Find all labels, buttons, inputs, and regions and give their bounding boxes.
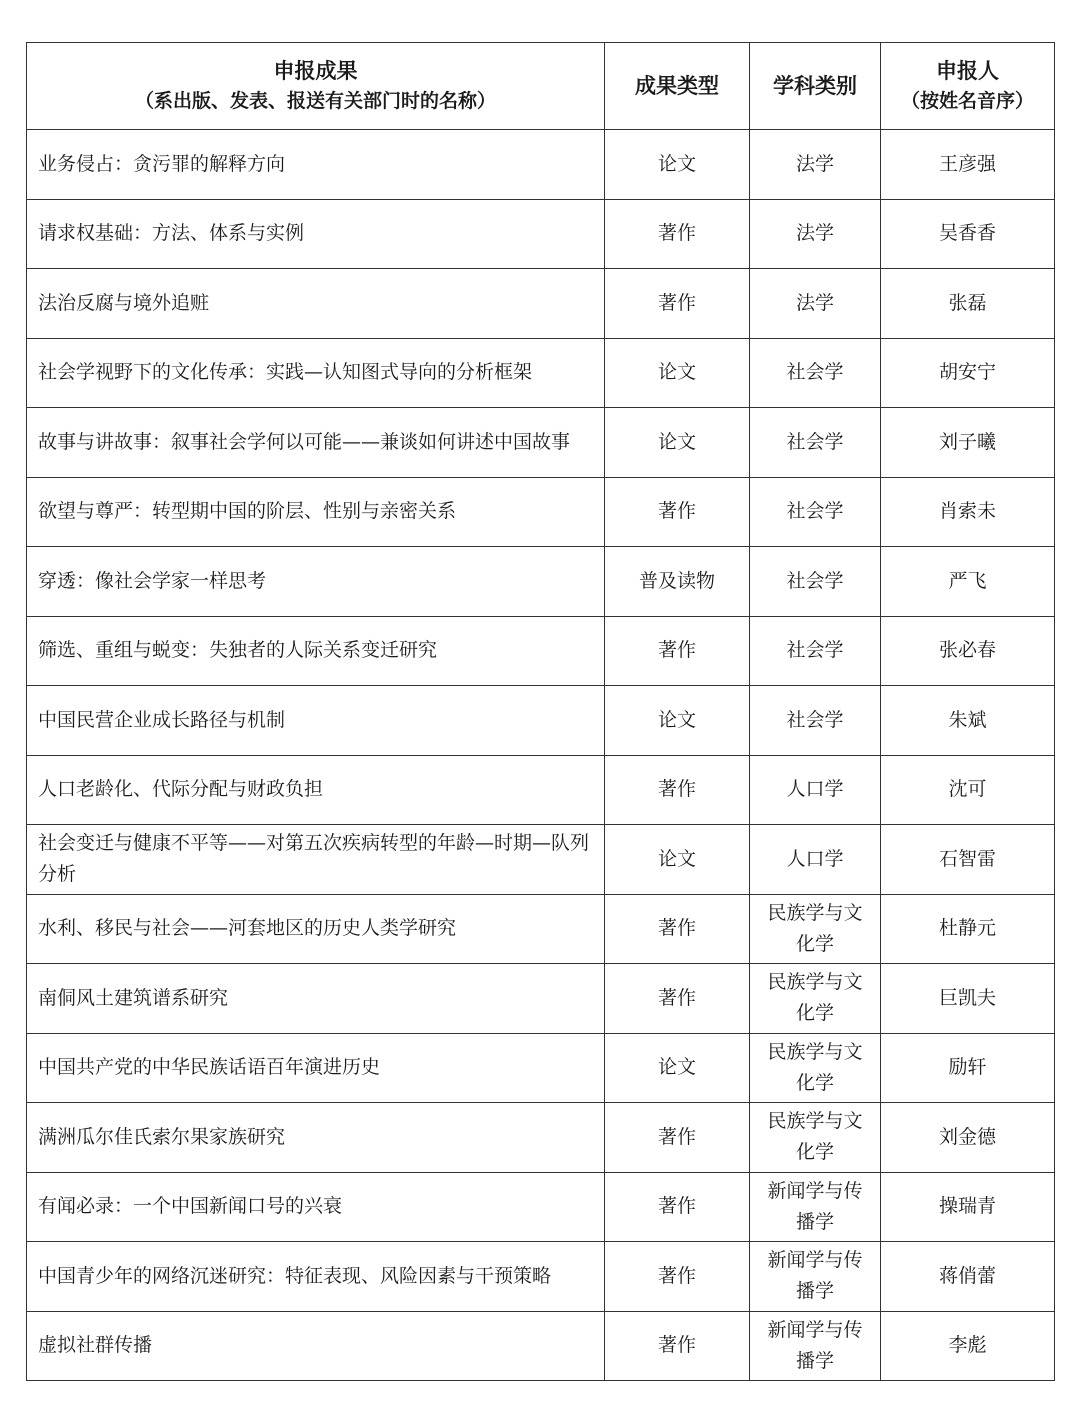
achievement-title-cell: 故事与讲故事：叙事社会学何以可能——兼谈如何讲述中国故事	[27, 408, 605, 478]
awards-table	[26, 42, 1055, 1381]
table-row	[27, 894, 1055, 964]
discipline-cell: 社会学	[750, 338, 881, 408]
table-row	[27, 1242, 1055, 1312]
discipline-cell: 法学	[750, 130, 881, 200]
achievement-type-cell: 著作	[605, 755, 750, 825]
achievement-type-cell: 著作	[605, 199, 750, 269]
achievement-title-cell: 满洲瓜尔佳氏索尔果家族研究	[27, 1103, 605, 1173]
discipline-cell: 法学	[750, 269, 881, 339]
discipline-cell: 社会学	[750, 408, 881, 478]
discipline-cell: 新闻学与传播学	[750, 1172, 881, 1242]
table-row	[27, 616, 1055, 686]
achievement-title-cell: 中国青少年的网络沉迷研究：特征表现、风险因素与干预策略	[27, 1242, 605, 1312]
achievement-title-cell: 中国民营企业成长路径与机制	[27, 686, 605, 756]
achievement-type-cell: 著作	[605, 1242, 750, 1312]
applicant-cell: 李彪	[881, 1311, 1055, 1381]
achievement-title-cell: 穿透：像社会学家一样思考	[27, 547, 605, 617]
applicant-cell: 胡安宁	[881, 338, 1055, 408]
table-row	[27, 755, 1055, 825]
achievement-title-cell: 有闻必录：一个中国新闻口号的兴衰	[27, 1172, 605, 1242]
table-row	[27, 199, 1055, 269]
header-applicant-subtitle: （按姓名音序）	[900, 90, 1034, 112]
table-row	[27, 825, 1055, 895]
header-applicant-title: 申报人	[936, 59, 999, 83]
discipline-cell: 新闻学与传播学	[750, 1242, 881, 1312]
header-achievement-title: 申报成果	[273, 59, 358, 83]
applicant-cell: 蒋俏蕾	[881, 1242, 1055, 1312]
table-row	[27, 686, 1055, 756]
discipline-cell: 法学	[750, 199, 881, 269]
achievement-type-cell: 论文	[605, 408, 750, 478]
table-row	[27, 408, 1055, 478]
discipline-cell: 人口学	[750, 825, 881, 895]
applicant-cell: 王彦强	[881, 130, 1055, 200]
table-row	[27, 1103, 1055, 1173]
applicant-cell: 张磊	[881, 269, 1055, 339]
applicant-cell: 吴香香	[881, 199, 1055, 269]
achievement-type-cell: 普及读物	[605, 547, 750, 617]
achievement-title-cell: 人口老龄化、代际分配与财政负担	[27, 755, 605, 825]
achievement-type-cell: 著作	[605, 269, 750, 339]
achievement-type-cell: 论文	[605, 686, 750, 756]
table-header-row	[27, 43, 1055, 130]
table-row	[27, 130, 1055, 200]
header-applicant	[881, 43, 1055, 130]
header-achievement	[27, 43, 605, 130]
table-row	[27, 964, 1055, 1034]
achievement-type-cell: 著作	[605, 477, 750, 547]
achievement-title-cell: 中国共产党的中华民族话语百年演进历史	[27, 1033, 605, 1103]
achievement-type-cell: 著作	[605, 616, 750, 686]
applicant-cell: 操瑞青	[881, 1172, 1055, 1242]
achievement-title-cell: 欲望与尊严：转型期中国的阶层、性别与亲密关系	[27, 477, 605, 547]
applicant-cell: 沈可	[881, 755, 1055, 825]
table-row	[27, 338, 1055, 408]
achievement-type-cell: 著作	[605, 1172, 750, 1242]
discipline-cell: 社会学	[750, 547, 881, 617]
applicant-cell: 杜静元	[881, 894, 1055, 964]
table-row	[27, 269, 1055, 339]
discipline-cell: 新闻学与传播学	[750, 1311, 881, 1381]
achievement-type-cell: 著作	[605, 894, 750, 964]
achievement-title-cell: 业务侵占：贪污罪的解释方向	[27, 130, 605, 200]
achievement-type-cell: 著作	[605, 964, 750, 1034]
table-row	[27, 1311, 1055, 1381]
achievement-type-cell: 论文	[605, 130, 750, 200]
applicant-cell: 励轩	[881, 1033, 1055, 1103]
discipline-cell: 社会学	[750, 616, 881, 686]
discipline-cell: 社会学	[750, 477, 881, 547]
achievement-title-cell: 虚拟社群传播	[27, 1311, 605, 1381]
achievement-title-cell: 请求权基础：方法、体系与实例	[27, 199, 605, 269]
applicant-cell: 朱斌	[881, 686, 1055, 756]
table-row	[27, 477, 1055, 547]
achievement-title-cell: 社会变迁与健康不平等——对第五次疾病转型的年龄—时期—队列分析	[27, 825, 605, 895]
achievement-type-cell: 论文	[605, 1033, 750, 1103]
achievement-title-cell: 水利、移民与社会——河套地区的历史人类学研究	[27, 894, 605, 964]
achievement-title-cell: 筛选、重组与蜕变：失独者的人际关系变迁研究	[27, 616, 605, 686]
achievement-type-cell: 论文	[605, 338, 750, 408]
applicant-cell: 刘金德	[881, 1103, 1055, 1173]
discipline-cell: 民族学与文化学	[750, 894, 881, 964]
achievement-title-cell: 南侗风土建筑谱系研究	[27, 964, 605, 1034]
achievement-title-cell: 法治反腐与境外追赃	[27, 269, 605, 339]
discipline-cell: 民族学与文化学	[750, 1103, 881, 1173]
header-discipline: 学科类别	[750, 43, 881, 130]
applicant-cell: 肖索未	[881, 477, 1055, 547]
applicant-cell: 严飞	[881, 547, 1055, 617]
achievement-title-cell: 社会学视野下的文化传承：实践—认知图式导向的分析框架	[27, 338, 605, 408]
applicant-cell: 刘子曦	[881, 408, 1055, 478]
table-row	[27, 1033, 1055, 1103]
discipline-cell: 民族学与文化学	[750, 964, 881, 1034]
header-type: 成果类型	[605, 43, 750, 130]
discipline-cell: 社会学	[750, 686, 881, 756]
discipline-cell: 民族学与文化学	[750, 1033, 881, 1103]
achievement-type-cell: 著作	[605, 1103, 750, 1173]
achievement-type-cell: 著作	[605, 1311, 750, 1381]
applicant-cell: 张必春	[881, 616, 1055, 686]
achievement-type-cell: 论文	[605, 825, 750, 895]
discipline-cell: 人口学	[750, 755, 881, 825]
applicant-cell: 巨凯夫	[881, 964, 1055, 1034]
header-achievement-subtitle: （系出版、发表、报送有关部门时的名称）	[134, 90, 496, 112]
table-row	[27, 547, 1055, 617]
applicant-cell: 石智雷	[881, 825, 1055, 895]
table-row	[27, 1172, 1055, 1242]
